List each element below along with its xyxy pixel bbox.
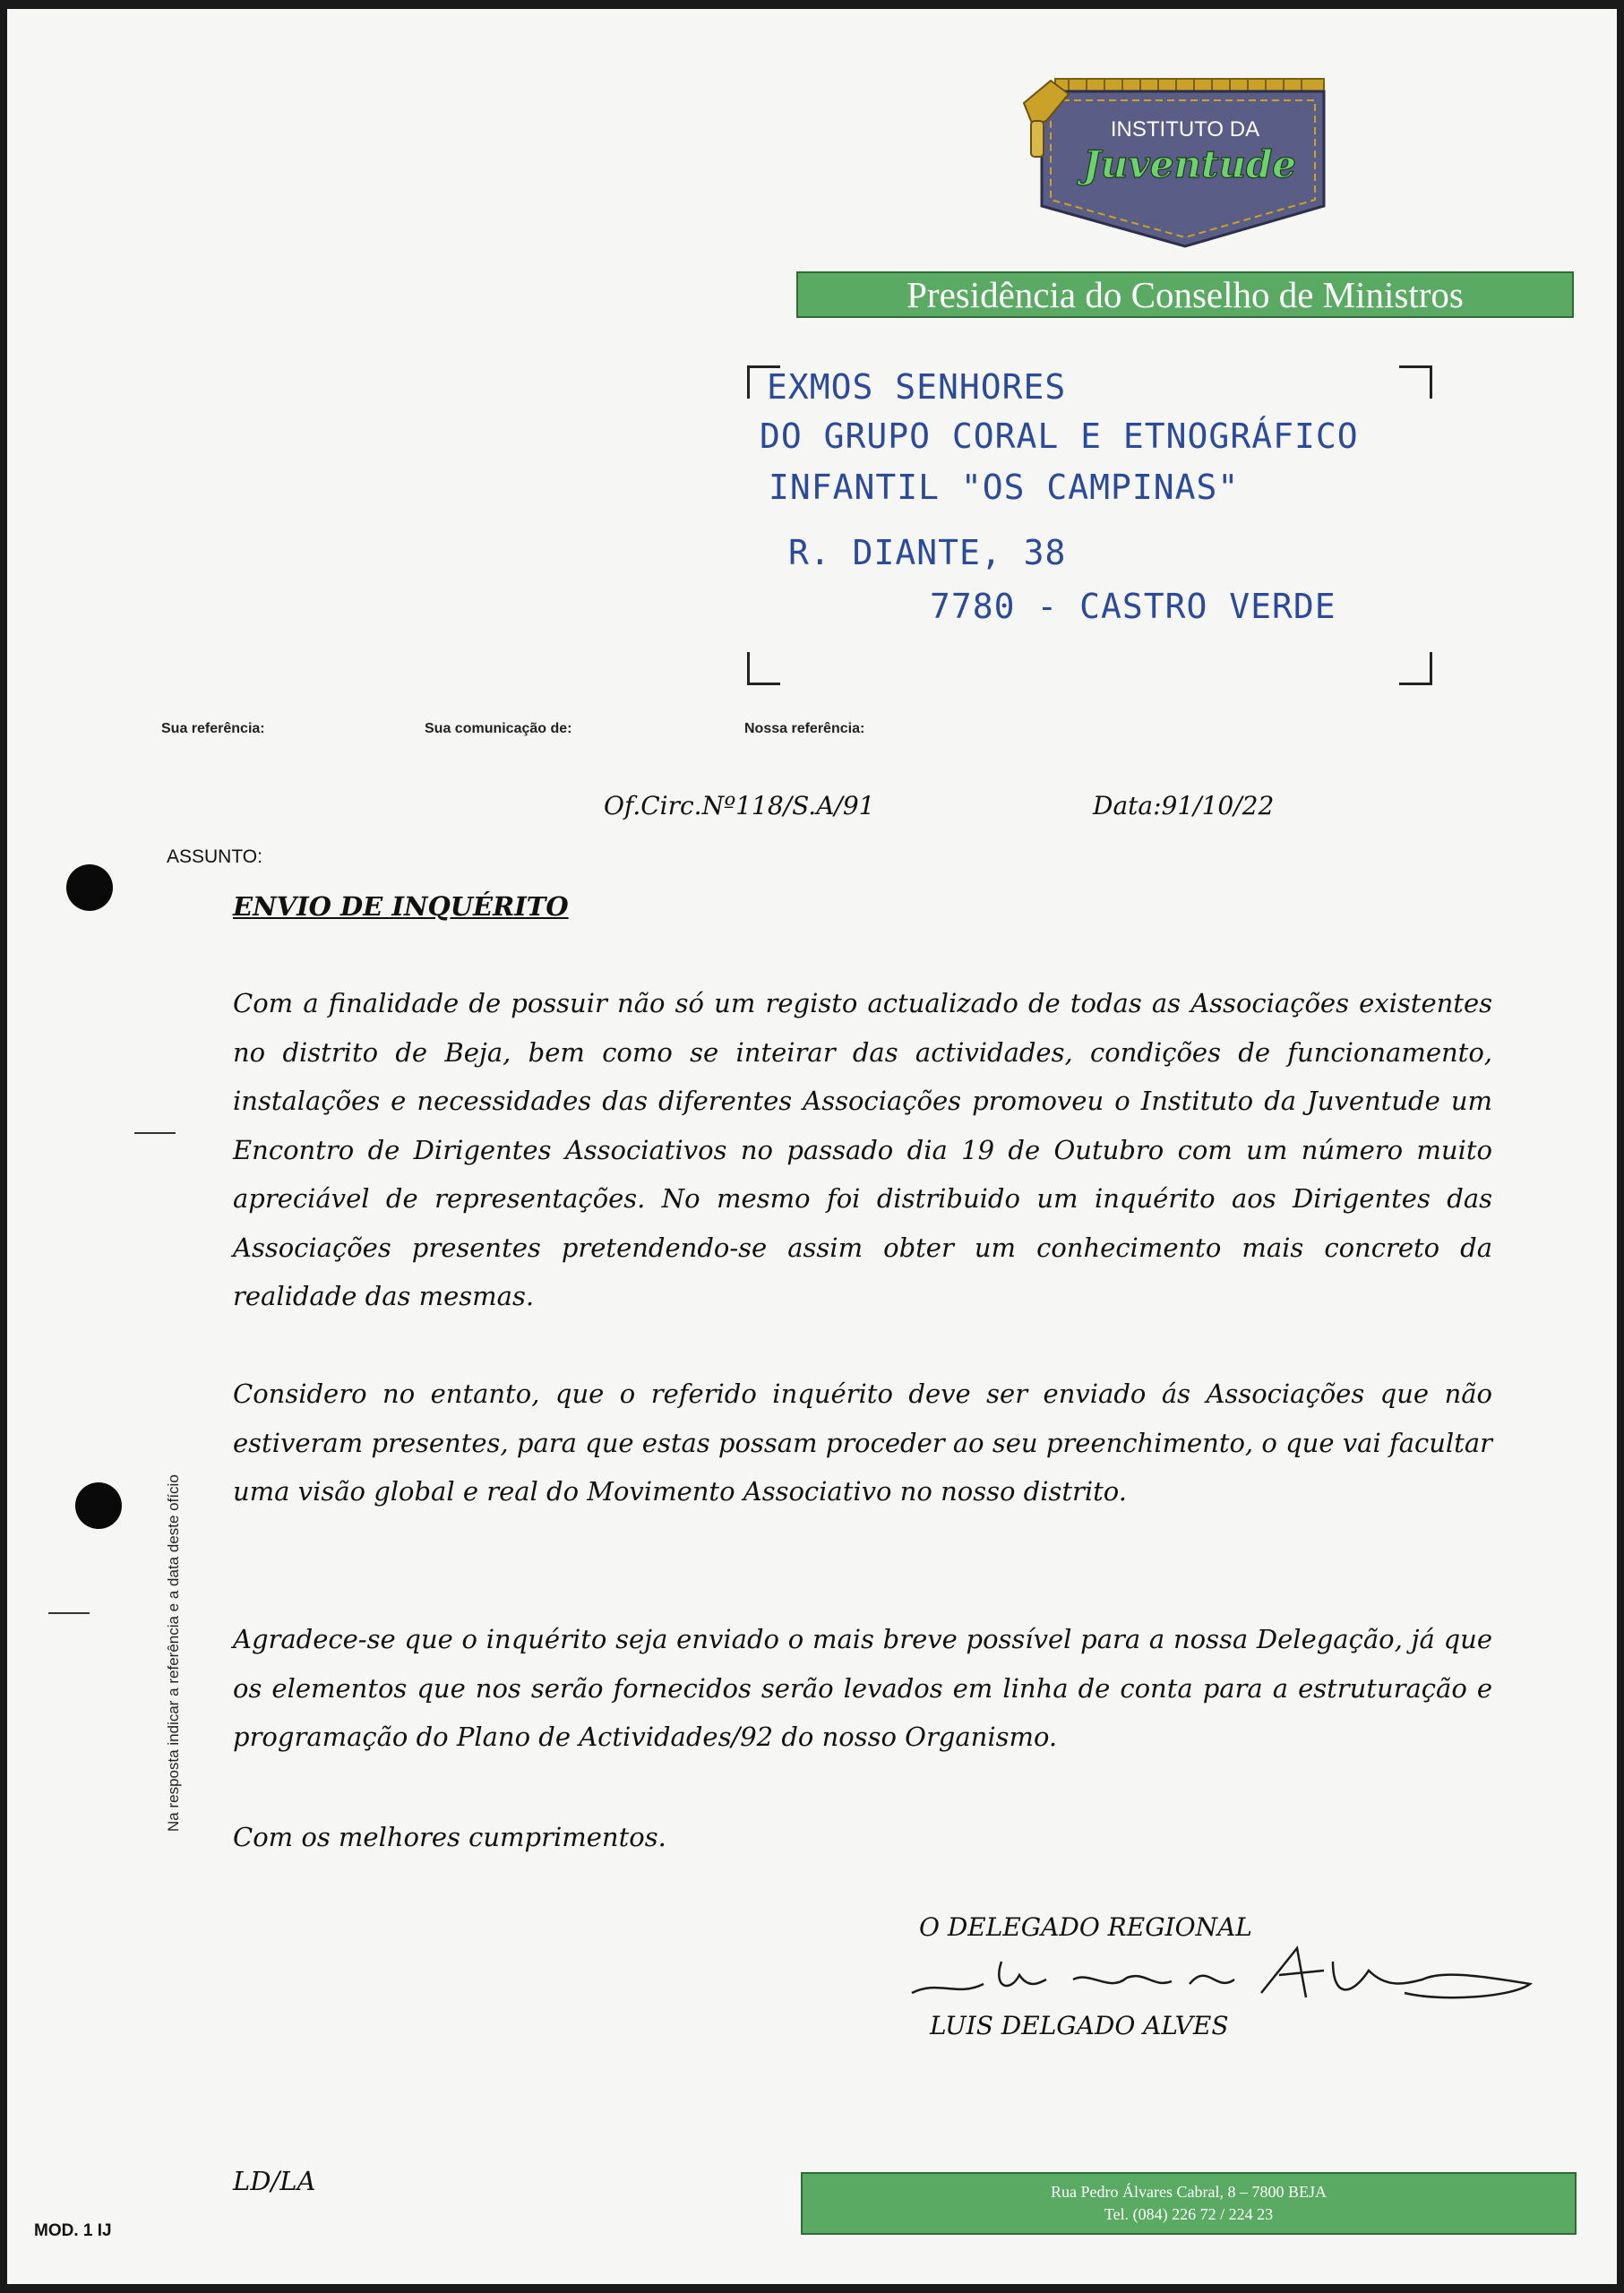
handwritten-signature xyxy=(903,1944,1557,2015)
letter-date: Data:91/10/22 xyxy=(1093,791,1275,820)
address-bracket-tr xyxy=(1399,365,1432,399)
address-line-4: R. DIANTE, 38 xyxy=(788,533,1067,572)
sua-comunicacao-label: Sua comunicação de: xyxy=(425,721,572,736)
closing-line: Com os melhores cumprimentos. xyxy=(233,1822,666,1852)
fold-mark-bottom xyxy=(48,1612,90,1614)
address-bracket-bl xyxy=(747,652,780,685)
punch-hole-top xyxy=(66,864,113,911)
ministry-banner: Presidência do Conselho de Ministros xyxy=(796,271,1574,318)
typist-initials: LD/LA xyxy=(233,2166,316,2196)
svg-text:Juventude: Juventude xyxy=(1082,142,1297,186)
body-paragraph-2: Considero no entanto, que o referido inquérito deve ser enviado ás Associações que não estiveram presentes, para que estas possam proceder ao seu preenchimento, o que vai facultar uma visão global e real do Movimento Associativo no nosso distrito. xyxy=(233,1378,1492,1507)
body-paragraph-1: Com a finalidade de possuir não só um registo actualizado de todas as Associações existentes no distrito de Beja, bem como se inteirar das actividades, condições de funcionamento, instalações e necessidades das diferentes Associações promoveu o Instituto da Juventude um Encontro de Dirigentes Associativos no passado dia 19 de Outubro com um número muito apreciável de representações. No mesmo foi distribuido um inquérito aos Dirigentes das Associações presentes pretendendo-se assim obter um conhecimento mais concreto da realidade das mesmas. xyxy=(233,988,1492,1311)
signer-name: LUIS DELGADO ALVES xyxy=(930,2011,1229,2040)
body-paragraph-3: Agradece-se que o inquérito seja enviado o mais breve possível para a nossa Delegação, já que os elementos que nos serão fornecidos serão levados em linha de conta para a estruturação e programação do Plano de Actividades/92 do nosso Organismo. xyxy=(233,1624,1492,1752)
footer-address-line-1: Rua Pedro Álvares Cabral, 8 – 7800 BEJA xyxy=(1051,2183,1327,2201)
subject-title: ENVIO DE INQUÉRITO xyxy=(233,891,569,922)
footer-address-bar xyxy=(801,2172,1577,2235)
nossa-referencia-label: Nossa referência: xyxy=(744,721,865,736)
margin-note: Na resposta indicar a referência e a data deste ofício xyxy=(165,1474,182,1832)
punch-hole-bottom xyxy=(75,1482,122,1529)
signature-role: O DELEGADO REGIONAL xyxy=(919,1912,1252,1942)
model-code: MOD. 1 IJ xyxy=(34,2221,112,2240)
address-line-3: INFANTIL "OS CAMPINAS" xyxy=(769,468,1240,507)
instituto-juventude-logo xyxy=(1006,72,1333,260)
address-line-1: EXMOS SENHORES xyxy=(767,367,1067,407)
oficio-number: Of.Circ.Nº118/S.A/91 xyxy=(604,791,875,820)
address-bracket-br xyxy=(1399,652,1432,685)
address-line-5: 7780 - CASTRO VERDE xyxy=(930,587,1336,626)
denim-pocket-logo-icon xyxy=(1006,72,1333,260)
address-line-2: DO GRUPO CORAL E ETNOGRÁFICO xyxy=(760,417,1359,456)
svg-text:INSTITUTO DA: INSTITUTO DA xyxy=(1110,117,1260,142)
assunto-label: ASSUNTO: xyxy=(167,846,262,867)
letter-sheet xyxy=(7,9,1617,2284)
footer-address-line-2: Tel. (084) 226 72 / 224 23 xyxy=(1104,2205,1274,2223)
sua-referencia-label: Sua referência: xyxy=(161,721,265,736)
fold-mark-top xyxy=(134,1132,176,1134)
